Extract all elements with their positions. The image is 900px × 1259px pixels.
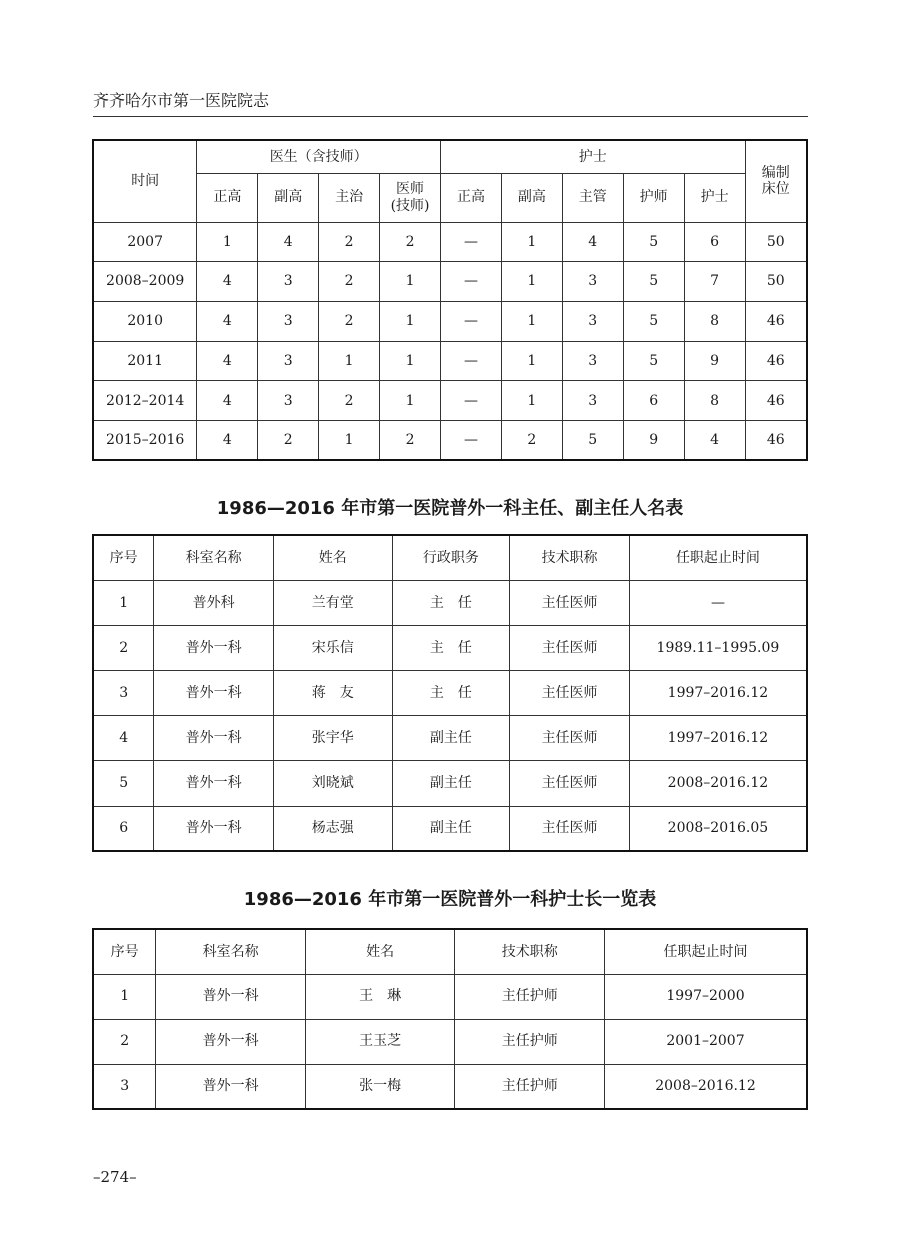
table-cell: 3	[258, 262, 319, 302]
table-cell: 50	[745, 262, 807, 302]
column-header: 科室名称	[154, 535, 274, 580]
table-cell: 1	[319, 420, 380, 460]
table-cell: 4	[197, 420, 258, 460]
table-cell: 2	[319, 381, 380, 421]
directors-table-title: 1986—2016 年市第一医院普外一科主任、副主任人名表	[216, 498, 684, 519]
table-cell: 普外一科	[156, 1064, 306, 1109]
table-row	[93, 222, 807, 262]
table-cell: 1	[380, 301, 441, 341]
table-cell: 张一梅	[305, 1064, 455, 1109]
table-row	[93, 974, 807, 1019]
table-cell: 2001–2007	[604, 1019, 807, 1064]
column-header: 技术职称	[510, 535, 630, 580]
table-cell: 主任医师	[510, 580, 630, 625]
table-cell: 兰有堂	[273, 580, 392, 625]
table-cell: 1	[380, 341, 441, 381]
table-cell: 普外科	[154, 580, 274, 625]
table-cell: 2	[93, 625, 154, 670]
table-cell: 2	[258, 420, 319, 460]
table-cell: 7	[684, 262, 745, 302]
table-cell: —	[629, 580, 807, 625]
table-cell: 副主任	[392, 761, 510, 806]
table-cell: —	[441, 420, 502, 460]
table-cell: 1	[380, 381, 441, 421]
table-cell: —	[441, 341, 502, 381]
table-cell: 2	[93, 1019, 156, 1064]
table-cell: —	[441, 381, 502, 421]
table-cell: 1	[501, 341, 562, 381]
header-time: 时间	[93, 140, 197, 222]
table-cell: 1	[501, 222, 562, 262]
table-row	[93, 1019, 807, 1064]
header-doctor-col: 主治	[319, 173, 380, 222]
header-doctor-col: 医师 (技师)	[380, 173, 441, 222]
table-cell: 46	[745, 301, 807, 341]
column-header: 技术职称	[455, 929, 605, 974]
table-cell: 1989.11–1995.09	[629, 625, 807, 670]
table-cell: 8	[684, 381, 745, 421]
table-cell: 1	[93, 580, 154, 625]
table-row	[93, 716, 807, 761]
header-doctor-col: 副高	[258, 173, 319, 222]
table-cell: 4	[197, 381, 258, 421]
table-cell: 3	[562, 301, 623, 341]
column-header: 序号	[93, 929, 156, 974]
table-cell: 3	[258, 341, 319, 381]
column-header: 行政职务	[392, 535, 510, 580]
table-cell: 主任护师	[455, 974, 605, 1019]
header-doctor-group: 医生（含技师）	[197, 140, 441, 173]
table-cell: 2	[380, 420, 441, 460]
table-cell: 主任护师	[455, 1019, 605, 1064]
table-cell: 主任医师	[510, 671, 630, 716]
table-row	[93, 580, 807, 625]
column-header: 姓名	[305, 929, 455, 974]
table-cell: 张宇华	[273, 716, 392, 761]
table-cell: 主任医师	[510, 806, 630, 851]
header-nurse-col: 护士	[684, 173, 745, 222]
table-cell: 主任医师	[510, 625, 630, 670]
table-cell: 普外一科	[154, 671, 274, 716]
table-cell: 5	[623, 301, 684, 341]
header-nurse-col: 副高	[501, 173, 562, 222]
table-cell: 副主任	[392, 716, 510, 761]
table-cell: 杨志强	[273, 806, 392, 851]
table-cell: 9	[623, 420, 684, 460]
column-header: 科室名称	[156, 929, 306, 974]
table-cell: 1997–2000	[604, 974, 807, 1019]
table-cell: 9	[684, 341, 745, 381]
table-cell: 4	[258, 222, 319, 262]
table-cell: 2008–2009	[93, 262, 197, 302]
column-header: 任职起止时间	[604, 929, 807, 974]
table-cell: 4	[197, 341, 258, 381]
table-cell: 6	[93, 806, 154, 851]
table-cell: 1	[319, 341, 380, 381]
head-nurse-table	[92, 928, 808, 1110]
header-rule	[93, 116, 808, 117]
header-doctor-col: 正高	[197, 173, 258, 222]
head-nurse-table-title: 1986—2016 年市第一医院普外一科护士长一览表	[243, 889, 657, 910]
table-cell: 2008–2016.12	[604, 1064, 807, 1109]
table-cell: 普外一科	[154, 716, 274, 761]
table-cell: —	[441, 301, 502, 341]
staffing-table	[92, 139, 808, 461]
table-cell: 2011	[93, 341, 197, 381]
header-bed: 编制 床位	[745, 140, 807, 222]
table-cell: 4	[93, 716, 154, 761]
table-cell: 1	[501, 262, 562, 302]
table-cell: 46	[745, 341, 807, 381]
table-cell: 普外一科	[156, 974, 306, 1019]
table-cell: 主 任	[392, 580, 510, 625]
table-cell: 1997–2016.12	[629, 716, 807, 761]
table-cell: 王玉芝	[305, 1019, 455, 1064]
table-cell: 2010	[93, 301, 197, 341]
column-header: 任职起止时间	[629, 535, 807, 580]
table-cell: 46	[745, 381, 807, 421]
table-cell: 2	[319, 301, 380, 341]
table-row	[93, 625, 807, 670]
table-cell: 4	[562, 222, 623, 262]
table-cell: 普外一科	[154, 625, 274, 670]
table-cell: —	[441, 262, 502, 302]
table-cell: 副主任	[392, 806, 510, 851]
running-header: 齐齐哈尔市第一医院院志	[93, 91, 270, 110]
table-cell: 王 琳	[305, 974, 455, 1019]
table-row	[93, 1064, 807, 1109]
table-cell: 主任护师	[455, 1064, 605, 1109]
table-cell: 2008–2016.05	[629, 806, 807, 851]
table-cell: 1	[501, 301, 562, 341]
table-cell: 46	[745, 420, 807, 460]
table-cell: 1	[380, 262, 441, 302]
table-cell: 主任医师	[510, 716, 630, 761]
table-cell: 普外一科	[154, 761, 274, 806]
table-cell: 3	[562, 341, 623, 381]
table-row	[93, 262, 807, 302]
table-cell: 3	[562, 381, 623, 421]
table-cell: 5	[562, 420, 623, 460]
table-cell: 8	[684, 301, 745, 341]
table-cell: 3	[562, 262, 623, 302]
table-row	[93, 806, 807, 851]
table-cell: 5	[623, 262, 684, 302]
table-cell: 4	[197, 301, 258, 341]
table-cell: 主 任	[392, 671, 510, 716]
table-cell: 普外一科	[156, 1019, 306, 1064]
table-cell: 2	[319, 222, 380, 262]
header-nurse-group: 护士	[441, 140, 746, 173]
table-cell: 蒋 友	[273, 671, 392, 716]
header-nurse-col: 护师	[623, 173, 684, 222]
table-cell: 2	[319, 262, 380, 302]
table-cell: 4	[684, 420, 745, 460]
header-nurse-col: 正高	[441, 173, 502, 222]
table-cell: 50	[745, 222, 807, 262]
table-row	[93, 420, 807, 460]
table-cell: 主任医师	[510, 761, 630, 806]
table-cell: 刘晓斌	[273, 761, 392, 806]
table-cell: 宋乐信	[273, 625, 392, 670]
table-cell: 2	[380, 222, 441, 262]
table-row	[93, 341, 807, 381]
table-row	[93, 381, 807, 421]
table-cell: 2015–2016	[93, 420, 197, 460]
table-cell: 5	[623, 341, 684, 381]
table-cell: 4	[197, 262, 258, 302]
table-cell: 2	[501, 420, 562, 460]
table-cell: 3	[258, 301, 319, 341]
table-cell: 6	[684, 222, 745, 262]
table-cell: 5	[623, 222, 684, 262]
table-cell: 2012–2014	[93, 381, 197, 421]
table-row	[93, 761, 807, 806]
table-cell: 普外一科	[154, 806, 274, 851]
table-row	[93, 671, 807, 716]
page-number: –274–	[93, 1168, 137, 1186]
table-cell: 2007	[93, 222, 197, 262]
table-cell: 1	[501, 381, 562, 421]
table-row	[93, 301, 807, 341]
table-cell: 3	[93, 1064, 156, 1109]
table-cell: 6	[623, 381, 684, 421]
column-header: 姓名	[273, 535, 392, 580]
table-cell: 2008–2016.12	[629, 761, 807, 806]
table-cell: 3	[258, 381, 319, 421]
table-cell: 1	[197, 222, 258, 262]
column-header: 序号	[93, 535, 154, 580]
table-cell: —	[441, 222, 502, 262]
table-cell: 5	[93, 761, 154, 806]
table-cell: 主 任	[392, 625, 510, 670]
table-cell: 3	[93, 671, 154, 716]
staffing-table-body	[93, 222, 807, 460]
table-cell: 1997–2016.12	[629, 671, 807, 716]
header-nurse-col: 主管	[562, 173, 623, 222]
directors-table	[92, 534, 808, 852]
table-cell: 1	[93, 974, 156, 1019]
